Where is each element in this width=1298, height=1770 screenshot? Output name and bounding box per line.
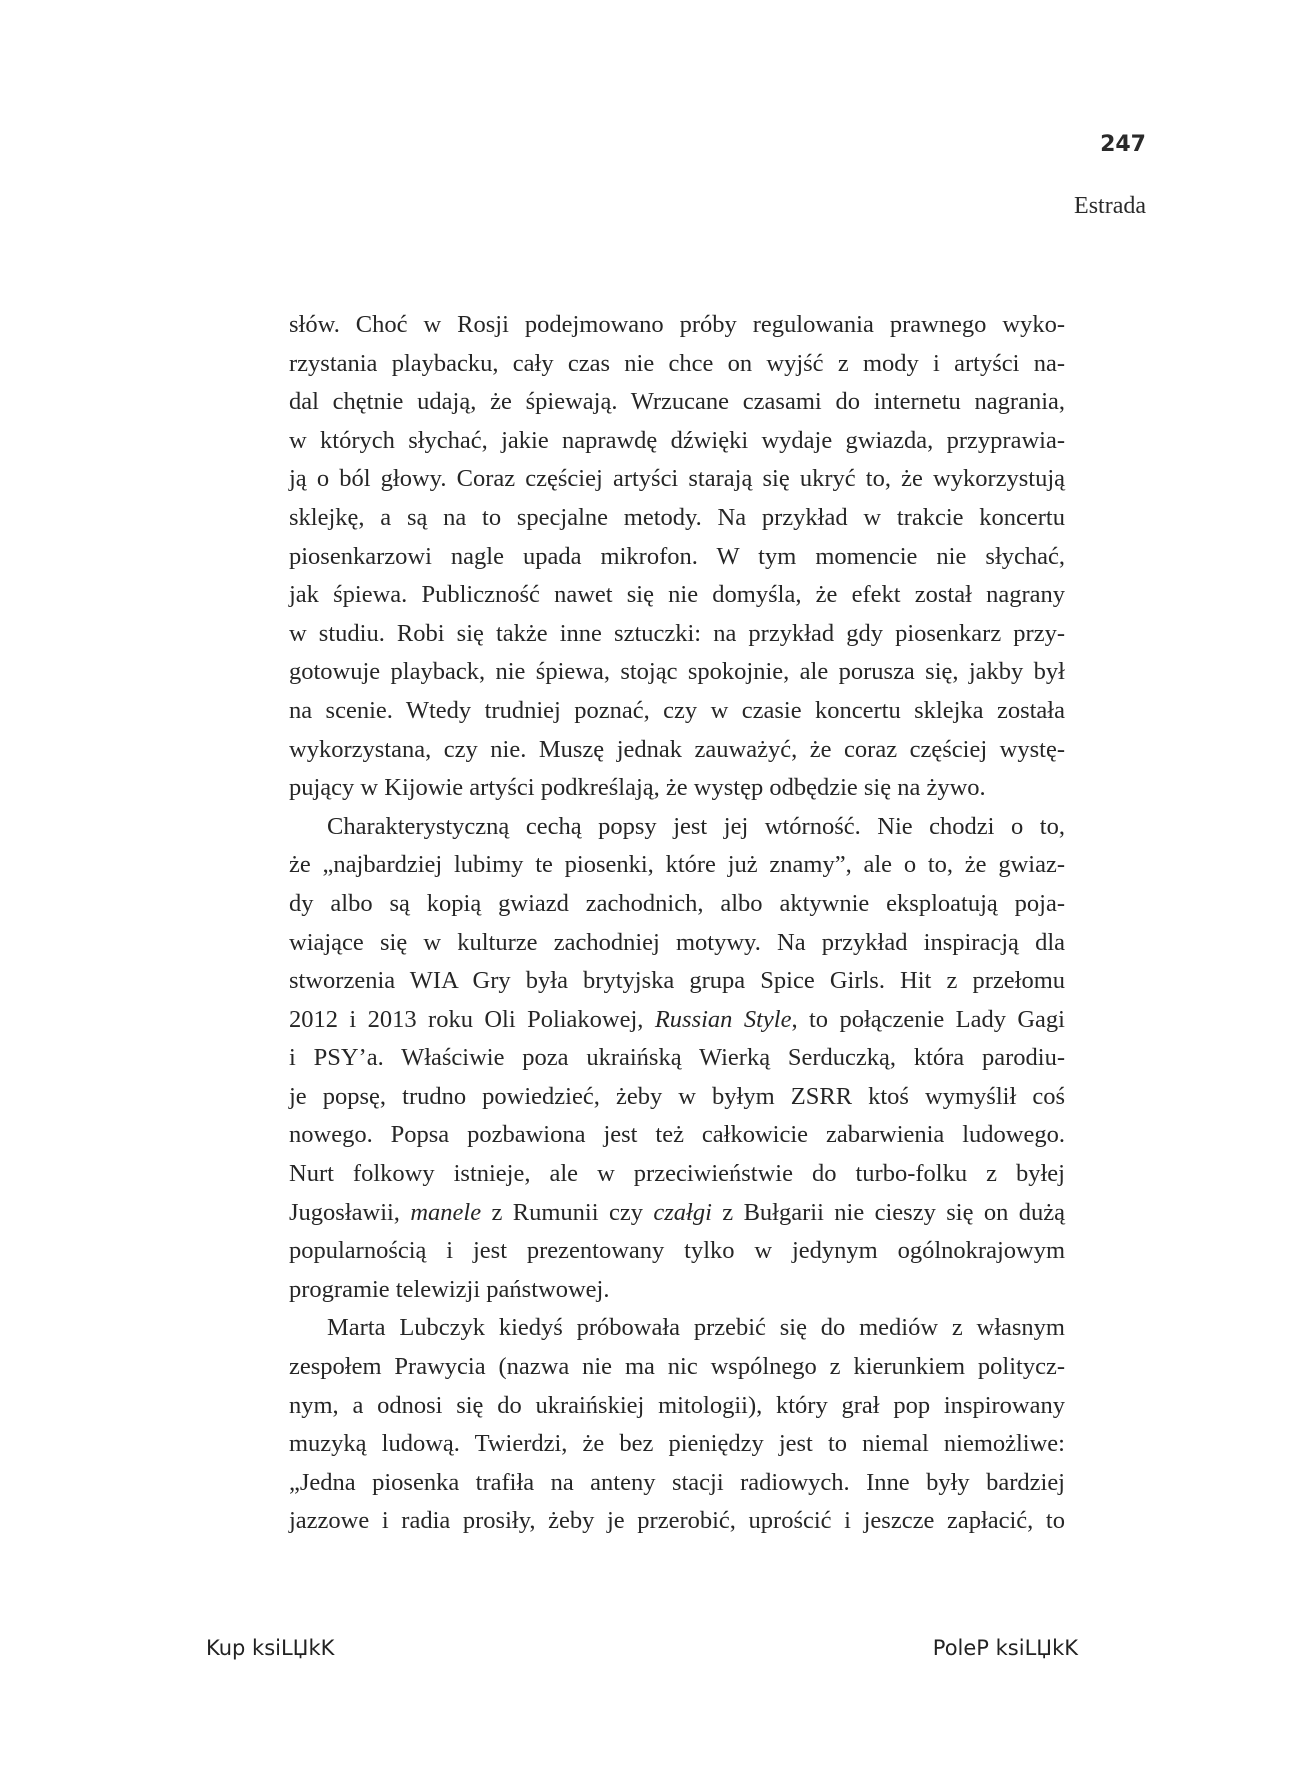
text-line: rzystania playbacku, cały czas nie chce on wyjść z mody i artyści na- [289,349,1065,377]
text-line: Charakterystyczną cechą popsy jest jej wtórność. Nie chodzi o to, [327,812,1065,840]
text-line: wykorzystana, czy nie. Muszę jednak zauważyć, że coraz częściej wystę- [289,735,1065,763]
text-line: i PSY’a. Właściwie poza ukraińską Wierką Serduczką, która parodiu- [289,1044,1065,1072]
text-line: nowego. Popsa pozbawiona jest też całkowicie zabarwienia ludowego. [289,1121,1065,1149]
text-line: zespołem Prawycia (nazwa nie ma nic wspólnego z kierunkiem politycz- [289,1353,1065,1381]
text-line: że „najbardziej lubimy te piosenki, które już znamy”, ale o to, że gwiaz- [289,851,1065,879]
text-line: pujący w Kijowie artyści podkreślają, że występ odbędzie się na żywo. [289,774,986,802]
running-head: Estrada [1074,193,1146,219]
text-line: w których słychać, jakie naprawdę dźwięki wydaje gwiazda, przyprawia- [289,426,1065,454]
text-line: popularnością i jest prezentowany tylko w jedynym ogólnokrajowym [289,1237,1065,1265]
text-line: jak śpiewa. Publiczność nawet się nie domyśla, że efekt został nagrany [289,581,1065,609]
page-number: 247 [1100,132,1146,157]
text-line: piosenkarzowi nagle upada mikrofon. W tym momencie nie słychać, [289,542,1065,570]
text-line: dal chętnie udają, że śpiewają. Wrzucane czasami do internetu nagrania, [289,388,1065,416]
text-line: jazzowe i radia prosiły, żeby je przerobić, uprościć i jeszcze zapłacić, to [289,1507,1065,1535]
footer-recommend-link[interactable]: PoleP ksiLЏkK [932,1636,1078,1660]
text-line: w studiu. Robi się także inne sztuczki: na przykład gdy piosenkarz przy- [289,619,1065,647]
text-line: nym, a odnosi się do ukraińskiej mitologii), który grał pop inspirowany [289,1391,1065,1419]
text-line: słów. Choć w Rosji podejmowano próby regulowania prawnego wyko- [289,311,1065,338]
text-line: wiające się w kulturze zachodniej motywy. Na przykład inspiracją dla [289,928,1065,956]
text-line: je popsę, trudno powiedzieć, żeby w byłym ZSRR ktoś wymyślił coś [289,1082,1065,1110]
text-line: „Jedna piosenka trafiła na anteny stacji radiowych. Inne były bardziej [289,1468,1065,1496]
text-line: sklejkę, a są na to specjalne metody. Na przykład w trakcie koncertu [289,503,1065,531]
text-line: gotowuje playback, nie śpiewa, stojąc spokojnie, ale porusza się, jakby był [289,658,1065,686]
text-line: ją o ból głowy. Coraz częściej artyści starają się ukryć to, że wykorzystują [289,465,1065,493]
text-line: na scenie. Wtedy trudniej poznać, czy w czasie koncertu sklejka została [289,696,1065,724]
text-line: Jugosławii, manele z Rumunii czy czałgi z Bułgarii nie cieszy się on dużą [289,1198,1066,1226]
text-line: stworzenia WIA Gry była brytyjska grupa Spice Girls. Hit z przełomu [289,967,1065,995]
body-text [289,306,1065,1541]
footer-buy-link[interactable]: Kup ksiLЏkK [206,1636,335,1660]
text-line: muzyką ludową. Twierdzi, że bez pieniędzy jest to niemal niemożliwe: [289,1430,1065,1458]
text-line: Marta Lubczyk kiedyś próbowała przebić się do mediów z własnym [327,1314,1065,1342]
text-line: 2012 i 2013 roku Oli Poliakowej, Russian Style, to połączenie Lady Gagi [289,1005,1065,1033]
text-line: programie telewizji państwowej. [289,1275,610,1303]
text-line: dy albo są kopią gwiazd zachodnich, albo aktywnie eksploatują poja- [289,889,1065,917]
text-line: Nurt folkowy istnieje, ale w przeciwieństwie do turbo-folku z byłej [289,1160,1065,1188]
